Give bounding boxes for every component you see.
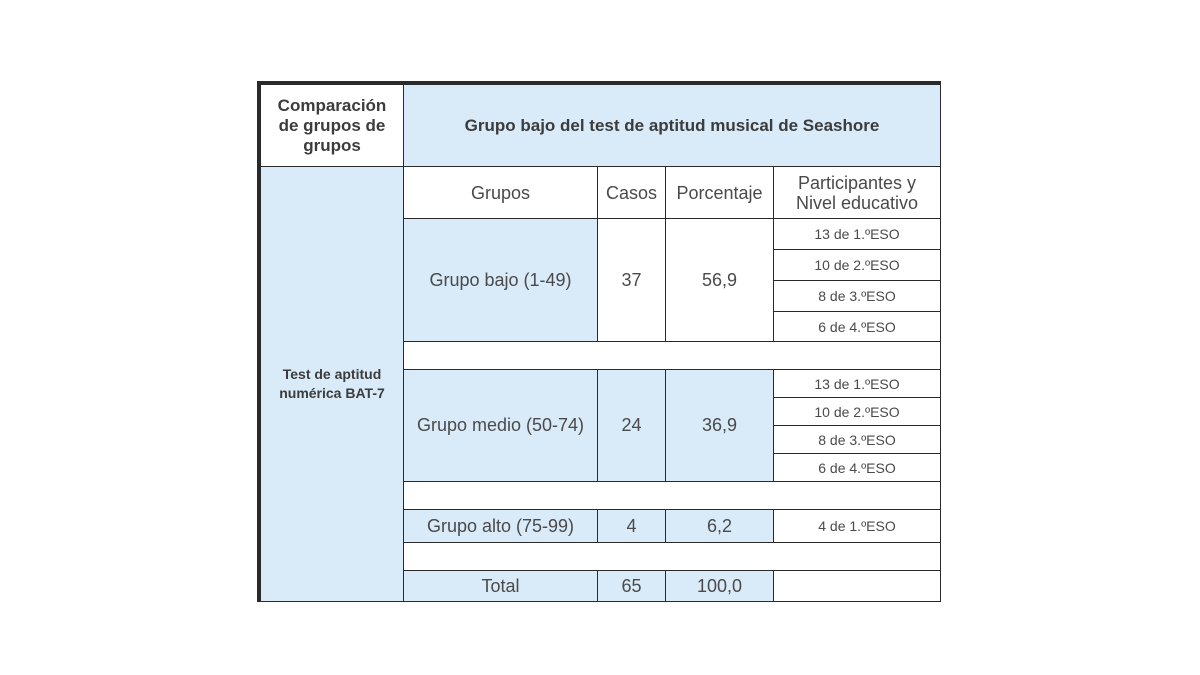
group-bajo-level-4-text: 6 de 4.ºESO (818, 318, 896, 335)
group-bajo-level-4 (773, 311, 941, 342)
group-medio-name-cell (403, 369, 598, 482)
group-alto-percent-cell (665, 509, 774, 543)
group-alto-cases: 4 (626, 515, 637, 536)
group-bajo-percent: 56,9 (701, 269, 738, 290)
group-alto-name-cell (403, 509, 598, 543)
group-bajo-level-3-text: 8 de 3.ºESO (818, 288, 896, 304)
col-header-grupos (403, 166, 598, 219)
results-table (257, 81, 941, 602)
group-medio-cases-cell (597, 369, 666, 482)
group-bajo-level-1 (773, 218, 941, 250)
group-bajo-cases: 37 (621, 269, 642, 290)
spacer-row (403, 542, 941, 571)
corner-label: Comparación de grupos de grupos (277, 95, 387, 155)
group-bajo-level-3 (773, 280, 941, 312)
left-label: Test de aptitud numérica BAT-7 (279, 366, 385, 401)
group-medio-percent-cell (665, 369, 774, 482)
group-alto-cases-cell (597, 509, 666, 543)
group-medio-name: Grupo medio (50-74) (416, 415, 585, 435)
col-header-porcentaje (665, 166, 774, 219)
group-bajo-level-2-text: 10 de 2.ºESO (814, 257, 900, 273)
col-header-participantes-label: Participantes y Nivel educativo (795, 172, 919, 213)
group-bajo-percent-cell (665, 218, 774, 342)
group-medio-level-3-text: 8 de 3.ºESO (818, 431, 896, 448)
group-medio-cases: 24 (621, 415, 642, 435)
total-percent: 100,0 (696, 575, 743, 596)
group-medio-level-2-text: 10 de 2.ºESO (814, 403, 900, 420)
spacer-row (403, 481, 941, 510)
top-header-cell (403, 84, 941, 167)
left-label-cell (260, 166, 404, 602)
group-medio-level-1-text: 13 de 1.ºESO (814, 375, 900, 392)
spacer-row (403, 341, 941, 370)
group-medio-level-4-text: 6 de 4.ºESO (818, 459, 896, 476)
group-medio-level-2 (773, 397, 941, 426)
total-percent-cell (665, 570, 774, 602)
group-alto-name: Grupo alto (75-99) (426, 515, 575, 536)
group-bajo-name-cell (403, 218, 598, 342)
group-bajo-level-2 (773, 249, 941, 281)
group-bajo-name: Grupo bajo (1-49) (429, 269, 572, 290)
group-medio-level-3 (773, 425, 941, 454)
total-cases: 65 (621, 575, 642, 596)
group-alto-percent: 6,2 (706, 515, 733, 536)
col-header-casos-label: Casos (605, 182, 658, 203)
col-header-participantes (773, 166, 941, 219)
col-header-grupos-label: Grupos (470, 182, 531, 203)
total-cases-cell (597, 570, 666, 602)
group-medio-percent: 36,9 (701, 415, 738, 435)
col-header-porcentaje-label: Porcentaje (676, 182, 763, 203)
total-participants-cell (773, 570, 941, 602)
group-bajo-cases-cell (597, 218, 666, 342)
group-alto-level-1 (773, 509, 941, 543)
group-medio-level-1 (773, 369, 941, 398)
total-label-cell (403, 570, 598, 602)
top-header-label: Grupo bajo del test de aptitud musical de Seashore (464, 115, 880, 135)
group-bajo-level-1-text: 13 de 1.ºESO (814, 226, 900, 242)
total-label: Total (481, 575, 520, 596)
group-medio-level-4 (773, 453, 941, 482)
corner-header-cell (260, 84, 404, 167)
group-alto-level-1-text: 4 de 1.ºESO (818, 518, 896, 534)
col-header-casos (597, 166, 666, 219)
